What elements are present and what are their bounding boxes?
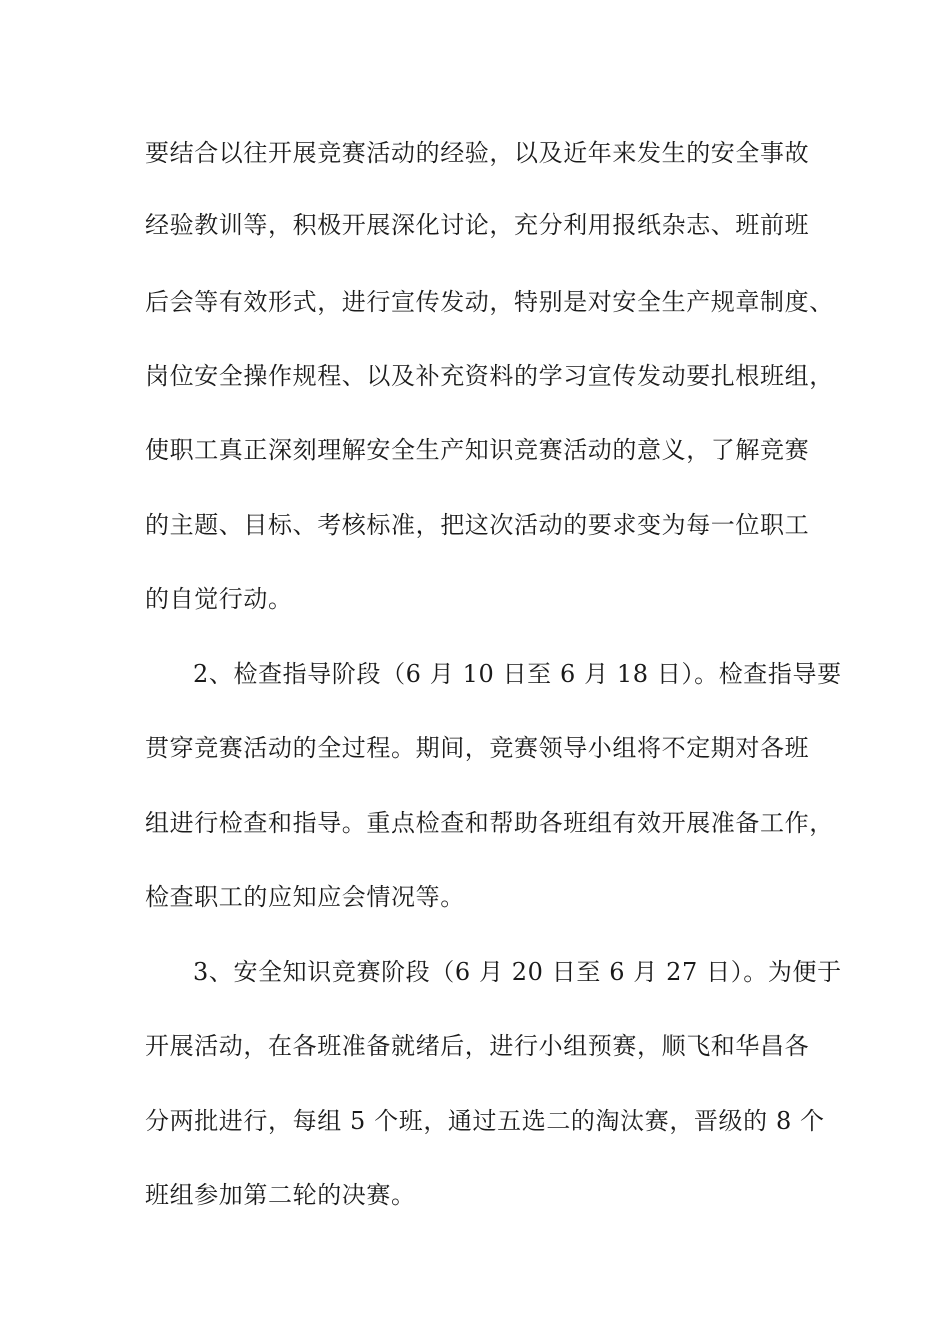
paragraph-line: 后会等有效形式，进行宣传发动，特别是对安全生产规章制度、 (145, 288, 834, 316)
paragraph-line: 的自觉行动。 (145, 585, 293, 613)
paragraph-line: 使职工真正深刻理解安全生产知识竞赛活动的意义，了解竞赛 (145, 436, 810, 464)
paragraph-line: 经验教训等，积极开展深化讨论，充分利用报纸杂志、班前班 (145, 211, 810, 239)
section-heading-line: 2、检查指导阶段（6 月 10 日至 6 月 18 日）。检查指导要 (193, 660, 842, 688)
section-heading-line: 3、安全知识竞赛阶段（6 月 20 日至 6 月 27 日）。为便于 (193, 958, 842, 986)
paragraph-line: 组进行检查和指导。重点检查和帮助各班组有效开展准备工作， (145, 809, 834, 837)
paragraph-line: 的主题、目标、考核标准，把这次活动的要求变为每一位职工 (145, 511, 810, 539)
paragraph-line: 贯穿竞赛活动的全过程。期间，竞赛领导小组将不定期对各班 (145, 734, 810, 762)
paragraph-line: 岗位安全操作规程、以及补充资料的学习宣传发动要扎根班组， (145, 362, 834, 390)
paragraph-line: 检查职工的应知应会情况等。 (145, 883, 465, 911)
paragraph-line: 班组参加第二轮的决赛。 (145, 1181, 416, 1209)
paragraph-line: 分两批进行，每组 5 个班，通过五选二的淘汰赛，晋级的 8 个 (145, 1107, 825, 1135)
paragraph-line: 要结合以往开展竞赛活动的经验，以及近年来发生的安全事故 (145, 139, 810, 167)
paragraph-line: 开展活动，在各班准备就绪后，进行小组预赛，顺飞和华昌各 (145, 1032, 810, 1060)
